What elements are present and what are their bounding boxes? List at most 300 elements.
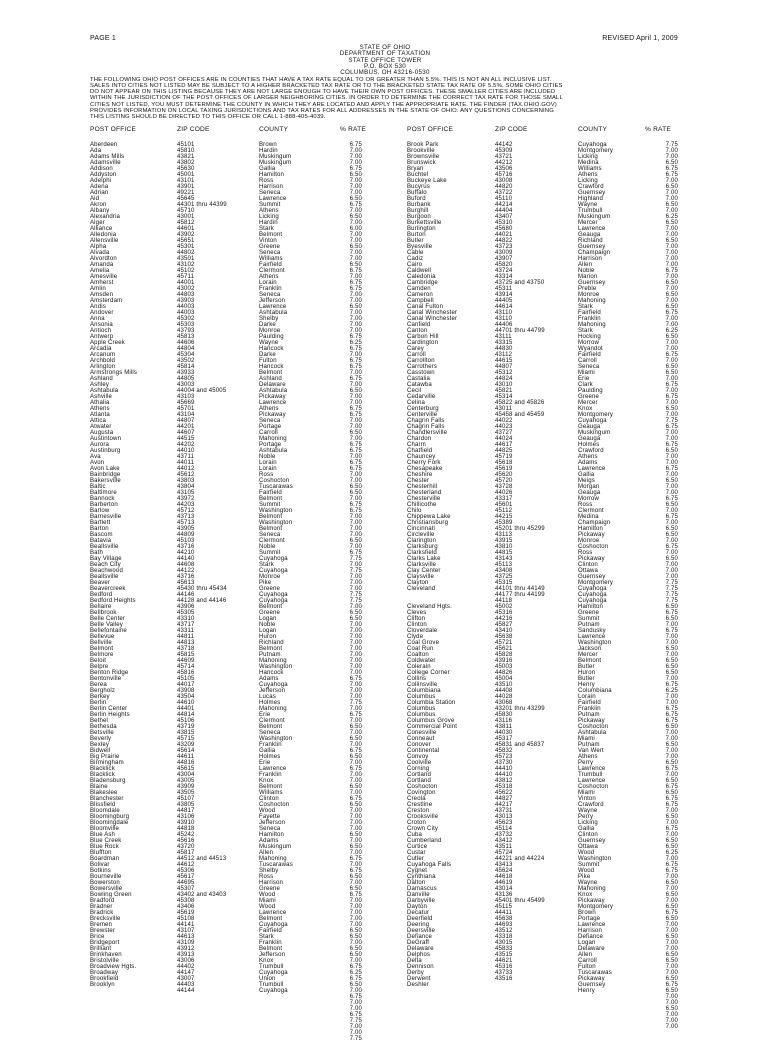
post-office-entry: Antioch	[90, 328, 112, 334]
rate-entry: 7.00	[349, 862, 362, 868]
county-entry: Fairfield	[578, 700, 601, 706]
post-office-entry: Austintown	[90, 436, 122, 442]
county-entry: Trumbull	[259, 964, 284, 970]
rate-entry: 7.00	[665, 298, 678, 304]
rate-entry: 7.00	[349, 604, 362, 610]
zip-entry: 45612	[177, 472, 195, 478]
rate-entry: 6.50	[349, 736, 362, 742]
zip-entry: 43803	[177, 478, 195, 484]
zip-entry: 43105	[177, 490, 195, 496]
post-office-entry: Arcanum	[90, 352, 116, 358]
county-entry: Richland	[259, 640, 284, 646]
rate-entry: 7.00	[665, 256, 678, 262]
rate-entry: 7.00	[349, 352, 362, 358]
rate-entry: 6.50	[349, 172, 362, 178]
county-entry: Ross	[259, 874, 274, 880]
zip-entry: 44215	[495, 514, 513, 520]
rate-entry: 6.50	[665, 1006, 678, 1012]
rate-entry: 7.75	[349, 1036, 362, 1042]
post-office-entry: Bowerston	[90, 880, 120, 886]
rate-entry: 7.00	[665, 412, 678, 418]
county-entry: Fayette	[259, 814, 281, 820]
zip-entry: 45103	[177, 538, 195, 544]
zip-entry: 45619	[177, 910, 195, 916]
rate-entry: 7.00	[665, 568, 678, 574]
county-entry: Belmont	[259, 916, 283, 922]
rate-entry: 6.75	[665, 868, 678, 874]
rate-entry: 6.50	[665, 670, 678, 676]
county-entry: Wyandot	[578, 346, 603, 352]
zip-entry: 45830	[495, 712, 513, 718]
rate-entry: 7.00	[665, 346, 678, 352]
rate-entry: 6.75	[665, 784, 678, 790]
county-entry: Montgomery	[578, 412, 614, 418]
post-office-entry: Berkey	[90, 694, 110, 700]
rate-entry: 6.75	[349, 766, 362, 772]
county-entry: Guernsey	[578, 982, 606, 988]
post-office-entry: Beallsville	[90, 574, 119, 580]
county-entry: Franklin	[578, 706, 601, 712]
post-office-entry: Arlington	[90, 364, 116, 370]
rate-entry: 7.00	[665, 322, 678, 328]
zip-entry: 44815	[495, 550, 513, 556]
county-entry: Stark	[578, 304, 593, 310]
zip-entry: 43006	[177, 958, 195, 964]
zip-entry: 44401	[177, 706, 195, 712]
rate-entry: 7.00	[665, 148, 678, 154]
county-entry: Seneca	[259, 826, 281, 832]
rate-entry: 7.00	[349, 808, 362, 814]
zip-entry: 43505	[177, 790, 195, 796]
county-entry: Ross	[578, 502, 593, 508]
post-office-entry: Centerville	[407, 412, 438, 418]
post-office-entry: Continental	[407, 748, 440, 754]
county-entry: Erie	[259, 712, 271, 718]
post-office-entry: Boardman	[90, 856, 120, 862]
post-office-entry: Coshocton	[407, 784, 438, 790]
post-office-entry: Broadway	[90, 970, 119, 976]
rate-entry: 7.00	[349, 1006, 362, 1012]
county-entry: Brown	[578, 910, 596, 916]
zip-entry: 44803	[177, 292, 195, 298]
zip-entry: 43716	[177, 574, 195, 580]
county-entry: Greene	[259, 244, 281, 250]
county-entry: Monroe	[259, 328, 281, 334]
county-entry: Ashland	[259, 376, 282, 382]
zip-entry: 45814	[177, 364, 195, 370]
post-office-entry: Alliance	[90, 226, 113, 232]
post-office-entry: Decatur	[407, 910, 430, 916]
zip-entry: 45309	[495, 148, 513, 154]
rate-entry: 6.75	[349, 346, 362, 352]
zip-entry: 45107	[177, 796, 195, 802]
post-office-entry: Berlin Center	[90, 706, 128, 712]
post-office-entry: Allensville	[90, 238, 119, 244]
post-office-entry: Columbus	[407, 694, 436, 700]
post-office-entry: Brook Park	[407, 142, 439, 148]
rate-entry: 6.50	[665, 742, 678, 748]
post-office-entry: Chardon	[407, 436, 432, 442]
county-entry: Noble	[259, 622, 276, 628]
post-office-entry: Centerburg	[407, 406, 439, 412]
county-entry: Hancock	[259, 364, 284, 370]
post-office-entry: Adams Mills	[90, 154, 125, 160]
county-entry: Huron	[578, 670, 596, 676]
header-line: P.O. BOX 530	[363, 62, 406, 70]
county-entry: Cuyahoga	[259, 592, 288, 598]
post-office-entry: Cherry Fork	[407, 460, 441, 466]
zip-entry: 45723	[495, 754, 513, 760]
zip-entry: 43502	[177, 358, 195, 364]
post-office-entry: Coldwater	[407, 658, 436, 664]
zip-entry: 44011	[177, 460, 195, 466]
post-office-entry: Brownsville	[407, 154, 440, 160]
county-entry: Monroe	[578, 292, 600, 298]
rate-entry: 6.50	[665, 616, 678, 622]
county-entry: Seneca	[259, 532, 281, 538]
zip-entry: 45115	[495, 904, 513, 910]
zip-entry: 45304	[177, 352, 195, 358]
rate-entry: 6.50	[665, 916, 678, 922]
rate-entry: 6.75	[665, 544, 678, 550]
post-office-entry: Aurora	[90, 442, 110, 448]
rate-entry: 7.00	[665, 460, 678, 466]
zip-entry: 43010	[495, 382, 513, 388]
county-entry: Pickaway	[578, 898, 605, 904]
county-entry: Holmes	[259, 700, 281, 706]
post-office-entry: Bartlett	[90, 520, 111, 526]
county-entry: Cuyahoga	[259, 556, 288, 562]
post-office-entry: Cairo	[407, 262, 423, 268]
rate-entry: 6.75	[665, 628, 678, 634]
rate-entry: 6.75	[349, 448, 362, 454]
county-entry: Franklin	[578, 316, 601, 322]
zip-entry: 44608	[177, 562, 195, 568]
county-entry: Seneca	[578, 364, 600, 370]
zip-entry: 45617	[177, 874, 195, 880]
county-entry: Clinton	[578, 562, 598, 568]
post-office-entry: Bladensburg	[90, 778, 126, 784]
post-office-entry: Bedford Heights	[90, 598, 136, 604]
zip-entry: 43730	[495, 760, 513, 766]
county-entry: Cuyahoga	[259, 922, 288, 928]
post-office-entry: College Corner	[407, 670, 450, 676]
county-entry: Summit	[259, 502, 281, 508]
rate-entry: 6.50	[665, 370, 678, 376]
county-entry: Belmont	[259, 526, 283, 532]
rate-entry: 6.50	[665, 838, 678, 844]
post-office-entry: Chesterville	[407, 496, 441, 502]
post-office-entry: Clarks Lake	[407, 556, 441, 562]
post-office-entry: Burton	[407, 232, 426, 238]
post-office-entry: Byesville	[407, 244, 433, 250]
zip-entry: 43804	[177, 484, 195, 490]
zip-entry: 44146	[177, 592, 195, 598]
zip-entry: 44221 and 44224	[495, 856, 545, 862]
zip-entry: 45401 thru 45499	[495, 898, 545, 904]
zip-entry: 44001	[177, 280, 195, 286]
zip-entry: 43110	[495, 310, 513, 316]
county-entry: Hamilton	[259, 172, 285, 178]
rate-entry: 6.50	[665, 880, 678, 886]
post-office-entry: Brilliant	[90, 946, 112, 952]
post-office-entry: Belle Valley	[90, 622, 123, 628]
rate-entry: 7.75	[665, 598, 678, 604]
post-office-entry: Bellefontaine	[90, 628, 127, 634]
zip-entry: 43902	[177, 232, 195, 238]
county-entry: Crawford	[578, 184, 604, 190]
county-entry: Ross	[578, 550, 593, 556]
rate-entry: 7.00	[665, 286, 678, 292]
rate-entry: 7.00	[349, 670, 362, 676]
header-line: COLUMBUS, OH 43216-0530	[340, 69, 430, 77]
rate-entry: 6.50	[349, 304, 362, 310]
county-entry: Athens	[578, 172, 598, 178]
rate-entry: 7.00	[665, 832, 678, 838]
rate-entry: 7.00	[349, 382, 362, 388]
rate-entry: 6.50	[665, 778, 678, 784]
rate-entry: 7.00	[665, 436, 678, 442]
zip-entry: 45812	[177, 220, 195, 226]
rate-entry: 6.75	[349, 964, 362, 970]
zip-entry: 45714	[177, 664, 195, 670]
post-office-entry: Camden	[407, 286, 431, 292]
rate-entry: 6.50	[349, 982, 362, 988]
county-entry: Washington	[259, 508, 293, 514]
post-office-entry: Andis	[90, 304, 106, 310]
post-office-entry: Burgoon	[407, 214, 431, 220]
post-office-entry: Caledonia	[407, 274, 436, 280]
zip-entry: 43812	[495, 778, 513, 784]
county-entry: Coshocton	[578, 544, 609, 550]
post-office-entry: Darbyville	[407, 898, 436, 904]
county-entry: Belmont	[259, 724, 283, 730]
county-entry: Putnam	[259, 652, 281, 658]
post-office-entry: Beverly	[90, 736, 112, 742]
zip-entry: 45828	[495, 652, 513, 658]
county-entry: Columbiana	[578, 688, 612, 694]
rate-entry: 7.00	[665, 538, 678, 544]
county-entry: Champaign	[578, 250, 611, 256]
revision-date: REVISED April 1, 2009	[602, 35, 678, 42]
zip-entry: 45102	[177, 268, 195, 274]
post-office-entry: Creola	[407, 796, 426, 802]
rate-entry: 7.00	[349, 778, 362, 784]
county-entry: Holmes	[259, 754, 281, 760]
county-entry: Logan	[259, 616, 277, 622]
post-office-entry: Dayton	[407, 904, 428, 910]
county-entry: Harrison	[578, 928, 603, 934]
county-entry: Vinton	[259, 238, 277, 244]
rate-entry: 7.00	[349, 478, 362, 484]
county-entry: Lorain	[259, 280, 277, 286]
post-office-entry: Amherst	[90, 280, 114, 286]
zip-entry: 44824	[495, 376, 513, 382]
county-entry: Cuyahoga	[259, 598, 288, 604]
zip-entry: 45317	[495, 736, 513, 742]
rate-entry: 6.75	[665, 172, 678, 178]
county-entry: Ottawa	[578, 568, 599, 574]
zip-entry: 44512 and 44513	[177, 856, 227, 862]
zip-entry: 44003	[177, 310, 195, 316]
rate-entry: 7.00	[349, 148, 362, 154]
rate-entry: 7.00	[349, 1030, 362, 1036]
zip-entry: 44128 and 44146	[177, 598, 227, 604]
zip-entry: 43915	[495, 538, 513, 544]
rate-entry: 7.00	[349, 208, 362, 214]
rate-entry: 7.00	[665, 754, 678, 760]
post-office-entry: Adena	[90, 184, 109, 190]
county-entry: Athens	[259, 274, 279, 280]
rate-entry: 7.00	[349, 742, 362, 748]
county-entry: Noble	[578, 268, 595, 274]
rate-entry: 6.50	[349, 784, 362, 790]
post-office-entry: Cygnet	[407, 868, 428, 874]
post-office-entry: Burkettsville	[407, 220, 442, 226]
post-office-entry: Circleville	[407, 532, 435, 538]
rate-entry: 6.75	[665, 862, 678, 868]
zip-entry: 44301 thru 44399	[177, 202, 227, 208]
zip-entry: 44406	[495, 322, 513, 328]
post-office-entry: Amlin	[90, 286, 106, 292]
rate-entry: 7.00	[349, 706, 362, 712]
rate-entry: 6.25	[665, 688, 678, 694]
county-entry: Wayne	[578, 202, 598, 208]
post-office-entry: Custar	[407, 850, 426, 856]
zip-entry: 43103	[177, 394, 195, 400]
county-entry: Cuyahoga	[578, 586, 607, 592]
zip-entry: 45458 and 45459	[495, 412, 545, 418]
county-entry: Portage	[259, 424, 282, 430]
zip-entry: 43104	[177, 412, 195, 418]
rate-entry: 7.00	[665, 700, 678, 706]
rate-entry: 6.75	[349, 412, 362, 418]
post-office-entry: Baltimore	[90, 490, 117, 496]
rate-entry: 7.75	[665, 586, 678, 592]
rate-entry: 6.75	[665, 382, 678, 388]
post-office-entry: Deersville	[407, 928, 436, 934]
zip-entry: 45716	[495, 172, 513, 178]
county-entry: Belmont	[578, 658, 602, 664]
rate-entry: 6.50	[665, 280, 678, 286]
post-office-entry: Akron	[90, 202, 107, 208]
county-entry: Washington	[259, 664, 293, 670]
post-office-entry: Delaware	[407, 946, 434, 952]
county-entry: Noble	[259, 544, 276, 550]
zip-entry: 43910	[177, 820, 195, 826]
right-county-column	[578, 142, 613, 994]
post-office-entry: Addison	[90, 166, 113, 172]
post-office-entry: Bellville	[90, 640, 112, 646]
post-office-entry: Andover	[90, 310, 114, 316]
zip-entry: 43008	[495, 178, 513, 184]
county-entry: Guernsey	[578, 244, 606, 250]
zip-entry: 44403	[177, 982, 195, 988]
rate-entry: 6.75	[349, 406, 362, 412]
county-entry: Geauga	[578, 232, 601, 238]
rate-entry: 6.50	[349, 388, 362, 394]
zip-entry: 43515	[495, 952, 513, 958]
zip-entry: 45623	[495, 820, 513, 826]
right-zip-column	[495, 142, 545, 982]
column-header-rate-left: % RATE	[340, 126, 366, 133]
rate-entry: 7.00	[349, 418, 362, 424]
county-entry: Delaware	[259, 382, 286, 388]
zip-entry: 43916	[495, 658, 513, 664]
post-office-entry: Blacklick	[90, 766, 115, 772]
county-entry: Brown	[259, 142, 277, 148]
post-office-entry: Butler	[407, 238, 424, 244]
post-office-entry: Cleveland	[407, 586, 436, 592]
rate-entry: 7.00	[665, 748, 678, 754]
post-office-entry: Canal Fulton	[407, 304, 444, 310]
rate-entry: 6.50	[665, 502, 678, 508]
rate-entry: 6.50	[349, 934, 362, 940]
header-line: STATE OF OHIO	[359, 44, 411, 51]
post-office-entry: Clarksburg	[407, 544, 438, 550]
rate-entry: 7.00	[665, 736, 678, 742]
county-entry: Hardin	[259, 220, 278, 226]
post-office-entry: Barlow	[90, 508, 110, 514]
post-office-entry: Clay Center	[407, 568, 441, 574]
zip-entry: 44030	[495, 730, 513, 736]
post-office-entry: Charm	[407, 442, 426, 448]
county-entry: Wood	[578, 850, 595, 856]
rate-entry: 7.00	[349, 520, 362, 526]
rate-entry: 6.75	[349, 976, 362, 982]
rate-entry: 7.00	[665, 490, 678, 496]
post-office-entry: Beloit	[90, 658, 107, 664]
zip-entry: 43102	[177, 262, 195, 268]
zip-entry: 45306	[177, 868, 195, 874]
rate-entry: 6.75	[665, 802, 678, 808]
zip-entry: 43907	[495, 256, 513, 262]
rate-entry: 7.00	[665, 232, 678, 238]
county-entry: Fairfield	[259, 490, 282, 496]
zip-entry: 44003	[177, 304, 195, 310]
rate-entry: 6.50	[665, 988, 678, 994]
zip-entry: 43815	[177, 730, 195, 736]
county-entry: Mahoning	[259, 658, 287, 664]
rate-entry: 7.00	[665, 274, 678, 280]
zip-entry: 44201	[177, 424, 195, 430]
county-entry: Morgan	[578, 484, 600, 490]
county-entry: Preble	[578, 286, 597, 292]
post-office-entry: Coolville	[407, 760, 432, 766]
county-entry: Union	[259, 976, 276, 982]
rate-entry: 7.00	[349, 940, 362, 946]
county-entry: Jackson	[578, 646, 602, 652]
zip-entry: 43014	[495, 886, 513, 892]
post-office-entry: Bloomville	[90, 826, 120, 832]
post-office-entry: Aid	[90, 196, 100, 202]
post-office-entry: Blakeslee	[90, 790, 118, 796]
post-office-entry: Burlington	[407, 226, 436, 232]
post-office-entry: Chillicothe	[407, 502, 437, 508]
post-office-entry: Atlanta	[90, 412, 110, 418]
county-entry: Williams	[259, 256, 283, 262]
rate-entry: 7.00	[349, 910, 362, 916]
post-office-entry: Delta	[407, 958, 422, 964]
county-entry: Ottawa	[578, 844, 599, 850]
county-entry: Gallia	[578, 826, 595, 832]
rate-entry: 6.25	[349, 970, 362, 976]
post-office-entry: Cortland	[407, 778, 432, 784]
zip-entry: 43315	[495, 340, 513, 346]
rate-entry: 7.00	[665, 376, 678, 382]
county-entry: Tuscarawas	[578, 970, 612, 976]
county-entry: Monroe	[578, 538, 600, 544]
